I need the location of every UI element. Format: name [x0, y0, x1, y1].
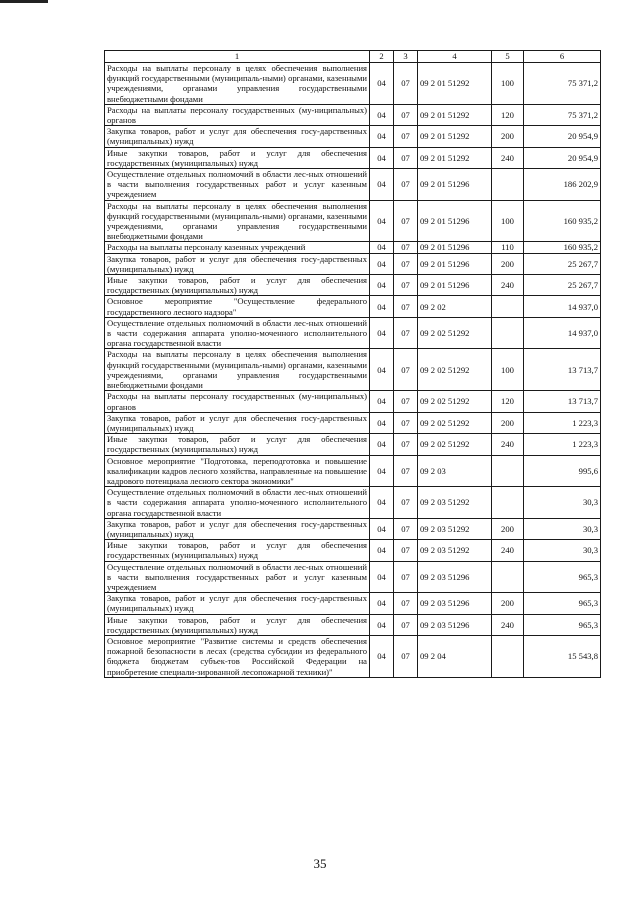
row-description: Закупка товаров, работ и услуг для обеспечения госу-дарственных (муниципальных) нужд [105, 518, 370, 539]
header-row [105, 51, 601, 63]
amount: 1 223,3 [524, 412, 601, 433]
amount: 965,3 [524, 561, 601, 593]
subsection-code: 07 [394, 455, 418, 487]
target-article-code: 09 2 04 [418, 635, 492, 677]
expense-type-code: 240 [492, 275, 524, 296]
subsection-code: 07 [394, 126, 418, 147]
table-row [105, 487, 601, 519]
budget-table [104, 50, 601, 678]
subsection-code: 07 [394, 412, 418, 433]
section-code: 04 [370, 635, 394, 677]
expense-type-code: 200 [492, 518, 524, 539]
subsection-code: 07 [394, 296, 418, 317]
target-article-code: 09 2 03 51296 [418, 593, 492, 614]
section-code: 04 [370, 126, 394, 147]
subsection-code: 07 [394, 242, 418, 253]
row-description: Закупка товаров, работ и услуг для обеспечения госу-дарственных (муниципальных) нужд [105, 593, 370, 614]
row-description: Осуществление отдельных полномочий в области лес-ных отношений в части выполнения государственных работ и услуг казенным учреждением [105, 169, 370, 201]
row-description: Основное мероприятие "Осуществление федерального государственного лесного надзора" [105, 296, 370, 317]
subsection-code: 07 [394, 317, 418, 349]
subsection-code: 07 [394, 518, 418, 539]
subsection-code: 07 [394, 593, 418, 614]
table-row [105, 518, 601, 539]
target-article-code: 09 2 03 [418, 455, 492, 487]
row-description: Иные закупки товаров, работ и услуг для обеспечения государственных (муниципальных) нужд [105, 147, 370, 168]
table-row [105, 614, 601, 635]
table-row [105, 296, 601, 317]
row-description: Иные закупки товаров, работ и услуг для обеспечения государственных (муниципальных) нужд [105, 614, 370, 635]
expense-type-code [492, 317, 524, 349]
section-code: 04 [370, 614, 394, 635]
target-article-code: 09 2 03 51292 [418, 518, 492, 539]
row-description: Основное мероприятие "Развитие системы и средств обеспечения пожарной безопасности в лесах (средства субсидии из федерального бюджета бюджетам субъек-тов Российской Федерации на приобретение специали-зированной лесопожарной техники)" [105, 635, 370, 677]
amount: 25 267,7 [524, 253, 601, 274]
row-description: Расходы на выплаты персоналу государственных (му-ниципальных) органов [105, 104, 370, 125]
subsection-code: 07 [394, 540, 418, 561]
expense-type-code: 240 [492, 540, 524, 561]
section-code: 04 [370, 200, 394, 242]
amount: 30,3 [524, 518, 601, 539]
amount: 14 937,0 [524, 317, 601, 349]
section-code: 04 [370, 434, 394, 455]
subsection-code: 07 [394, 561, 418, 593]
subsection-code: 07 [394, 169, 418, 201]
table-row [105, 147, 601, 168]
target-article-code: 09 2 01 51292 [418, 126, 492, 147]
expense-type-code: 240 [492, 147, 524, 168]
section-code: 04 [370, 518, 394, 539]
section-code: 04 [370, 455, 394, 487]
table-row [105, 242, 601, 253]
table-row [105, 412, 601, 433]
subsection-code: 07 [394, 391, 418, 412]
table-row [105, 200, 601, 242]
row-description: Расходы на выплаты персоналу в целях обеспечения выполнения функций государственными (муниципаль-ными) органами, казенными учреждениями, органами управления государственными внебюджетными фондами [105, 63, 370, 105]
page-number: 35 [313, 856, 327, 871]
target-article-code: 09 2 02 51292 [418, 349, 492, 391]
section-code: 04 [370, 593, 394, 614]
expense-type-code: 200 [492, 412, 524, 433]
row-description: Закупка товаров, работ и услуг для обеспечения госу-дарственных (муниципальных) нужд [105, 126, 370, 147]
row-description: Иные закупки товаров, работ и услуг для обеспечения государственных (муниципальных) нужд [105, 540, 370, 561]
target-article-code: 09 2 03 51296 [418, 614, 492, 635]
table-row [105, 540, 601, 561]
amount: 75 371,2 [524, 104, 601, 125]
column-header-5: 5 [492, 51, 524, 63]
subsection-code: 07 [394, 434, 418, 455]
expense-type-code: 240 [492, 614, 524, 635]
section-code: 04 [370, 317, 394, 349]
table-body [105, 63, 601, 678]
target-article-code: 09 2 01 51296 [418, 253, 492, 274]
section-code: 04 [370, 412, 394, 433]
table-row [105, 317, 601, 349]
section-code: 04 [370, 391, 394, 412]
expense-type-code: 100 [492, 63, 524, 105]
section-code: 04 [370, 349, 394, 391]
row-description: Осуществление отдельных полномочий в области лес-ных отношений в части содержания аппарата уполно-моченного исполнительного органа государственной власти [105, 317, 370, 349]
column-header-4: 4 [418, 51, 492, 63]
table-row [105, 593, 601, 614]
expense-type-code: 100 [492, 200, 524, 242]
row-description: Основное мероприятие "Подготовка, переподготовка и повышение квалификации кадров лесного хозяйства, направленные на повышение кадрового потенциала лесного сектора экономики" [105, 455, 370, 487]
subsection-code: 07 [394, 104, 418, 125]
target-article-code: 09 2 01 51292 [418, 147, 492, 168]
subsection-code: 07 [394, 147, 418, 168]
table-row [105, 635, 601, 677]
expense-type-code: 200 [492, 126, 524, 147]
expense-type-code: 120 [492, 104, 524, 125]
section-code: 04 [370, 561, 394, 593]
column-header-3: 3 [394, 51, 418, 63]
row-description: Осуществление отдельных полномочий в области лес-ных отношений в части выполнения государственных работ и услуг казенным учреждением [105, 561, 370, 593]
amount: 186 202,9 [524, 169, 601, 201]
target-article-code: 09 2 03 51292 [418, 487, 492, 519]
target-article-code: 09 2 02 51292 [418, 317, 492, 349]
subsection-code: 07 [394, 253, 418, 274]
section-code: 04 [370, 63, 394, 105]
amount: 30,3 [524, 540, 601, 561]
table-row [105, 63, 601, 105]
table-row [105, 126, 601, 147]
expense-type-code [492, 455, 524, 487]
row-description: Иные закупки товаров, работ и услуг для обеспечения государственных (муниципальных) нужд [105, 275, 370, 296]
subsection-code: 07 [394, 614, 418, 635]
table-row [105, 455, 601, 487]
expense-type-code: 200 [492, 253, 524, 274]
amount: 1 223,3 [524, 434, 601, 455]
subsection-code: 07 [394, 200, 418, 242]
amount: 160 935,2 [524, 200, 601, 242]
row-description: Расходы на выплаты персоналу в целях обеспечения выполнения функций государственными (муниципаль-ными) органами, казенными учреждениями, органами управления государственными внебюджетными фондами [105, 349, 370, 391]
row-description: Иные закупки товаров, работ и услуг для обеспечения государственных (муниципальных) нужд [105, 434, 370, 455]
amount: 30,3 [524, 487, 601, 519]
section-code: 04 [370, 540, 394, 561]
amount: 25 267,7 [524, 275, 601, 296]
target-article-code: 09 2 01 51296 [418, 275, 492, 296]
target-article-code: 09 2 02 51292 [418, 412, 492, 433]
table-row [105, 169, 601, 201]
section-code: 04 [370, 242, 394, 253]
section-code: 04 [370, 253, 394, 274]
amount: 13 713,7 [524, 391, 601, 412]
section-code: 04 [370, 275, 394, 296]
expense-type-code: 100 [492, 349, 524, 391]
column-header-1: 1 [105, 51, 370, 63]
subsection-code: 07 [394, 349, 418, 391]
table-row [105, 434, 601, 455]
expense-type-code [492, 635, 524, 677]
table-row [105, 561, 601, 593]
target-article-code: 09 2 02 51292 [418, 391, 492, 412]
expense-type-code [492, 169, 524, 201]
target-article-code: 09 2 01 51292 [418, 104, 492, 125]
target-article-code: 09 2 01 51292 [418, 63, 492, 105]
expense-type-code: 110 [492, 242, 524, 253]
subsection-code: 07 [394, 487, 418, 519]
expense-type-code [492, 487, 524, 519]
row-description: Закупка товаров, работ и услуг для обеспечения госу-дарственных (муниципальных) нужд [105, 253, 370, 274]
target-article-code: 09 2 01 51296 [418, 169, 492, 201]
expense-type-code [492, 296, 524, 317]
amount: 995,6 [524, 455, 601, 487]
table-row [105, 104, 601, 125]
target-article-code: 09 2 01 51296 [418, 200, 492, 242]
expense-type-code [492, 561, 524, 593]
section-code: 04 [370, 296, 394, 317]
amount: 965,3 [524, 614, 601, 635]
section-code: 04 [370, 104, 394, 125]
amount: 20 954,9 [524, 126, 601, 147]
amount: 14 937,0 [524, 296, 601, 317]
expense-type-code: 240 [492, 434, 524, 455]
row-description: Расходы на выплаты персоналу в целях обеспечения выполнения функций государственными (муниципаль-ными) органами, казенными учреждениями, органами управления государственными внебюджетными фондами [105, 200, 370, 242]
section-code: 04 [370, 487, 394, 519]
target-article-code: 09 2 03 51292 [418, 540, 492, 561]
expense-type-code: 120 [492, 391, 524, 412]
subsection-code: 07 [394, 635, 418, 677]
scan-edge-mark [0, 0, 48, 3]
table-row [105, 391, 601, 412]
section-code: 04 [370, 169, 394, 201]
amount: 15 543,8 [524, 635, 601, 677]
amount: 20 954,9 [524, 147, 601, 168]
column-header-6: 6 [524, 51, 601, 63]
row-description: Расходы на выплаты персоналу казенных учреждений [105, 242, 370, 253]
target-article-code: 09 2 03 51296 [418, 561, 492, 593]
target-article-code: 09 2 02 [418, 296, 492, 317]
expense-type-code: 200 [492, 593, 524, 614]
row-description: Расходы на выплаты персоналу государственных (му-ниципальных) органов [105, 391, 370, 412]
column-header-2: 2 [370, 51, 394, 63]
table-row [105, 275, 601, 296]
row-description: Осуществление отдельных полномочий в области лес-ных отношений в части содержания аппарата уполно-моченного исполнительного органа государственной власти [105, 487, 370, 519]
subsection-code: 07 [394, 63, 418, 105]
table-row [105, 253, 601, 274]
target-article-code: 09 2 01 51296 [418, 242, 492, 253]
table-row [105, 349, 601, 391]
subsection-code: 07 [394, 275, 418, 296]
amount: 965,3 [524, 593, 601, 614]
amount: 75 371,2 [524, 63, 601, 105]
section-code: 04 [370, 147, 394, 168]
amount: 160 935,2 [524, 242, 601, 253]
target-article-code: 09 2 02 51292 [418, 434, 492, 455]
row-description: Закупка товаров, работ и услуг для обеспечения госу-дарственных (муниципальных) нужд [105, 412, 370, 433]
amount: 13 713,7 [524, 349, 601, 391]
